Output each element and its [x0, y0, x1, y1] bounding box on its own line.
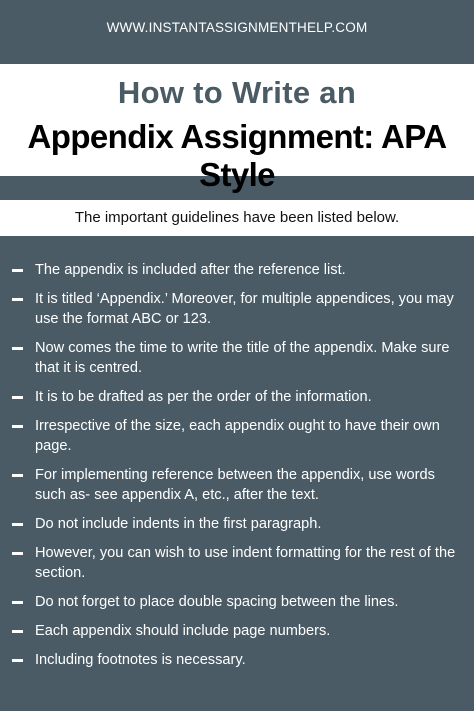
guidelines-list [0, 260, 474, 679]
dash-bullet-icon [12, 552, 23, 555]
dash-bullet-icon [12, 396, 23, 399]
list-item [0, 650, 474, 670]
list-item [0, 338, 474, 378]
list-item [0, 416, 474, 456]
list-item-text: However, you can wish to use indent formatting for the rest of the section. [35, 545, 456, 581]
list-item-text: Irrespective of the size, each appendix ought to have their own page. [35, 418, 440, 454]
dash-bullet-icon [12, 601, 23, 604]
list-item-text: Each appendix should include page numbers. [35, 623, 331, 639]
list-item-text: Do not forget to place double spacing between the lines. [35, 594, 399, 610]
site-url: WWW.INSTANTASSIGNMENTHELP.COM [106, 20, 368, 35]
list-item-text: Do not include indents in the first paragraph. [35, 516, 322, 532]
dash-bullet-icon [12, 523, 23, 526]
dash-bullet-icon [12, 659, 23, 662]
title-band [0, 64, 474, 193]
subtitle-band [0, 200, 474, 236]
list-item-text: For implementing reference between the appendix, use words such as- see appendix A, etc., after the text. [35, 467, 435, 503]
subtitle: The important guidelines have been listed below. [74, 209, 400, 226]
list-item [0, 289, 474, 329]
dash-bullet-icon [12, 474, 23, 477]
dash-bullet-icon [12, 425, 23, 428]
list-item-text: It is titled ‘Appendix.’ Moreover, for multiple appendices, you may use the format ABC or 123. [35, 291, 454, 327]
dash-bullet-icon [12, 630, 23, 633]
list-item [0, 592, 474, 612]
list-item-text: It is to be drafted as per the order of the information. [35, 389, 372, 405]
dash-bullet-icon [12, 347, 23, 350]
page-title-line-2: Appendix Assignment: APA Style [27, 118, 447, 193]
list-item-text: Now comes the time to write the title of the appendix. Make sure that it is centred. [35, 340, 450, 376]
list-item-text: The appendix is included after the reference list. [35, 262, 346, 278]
list-item [0, 621, 474, 641]
dash-bullet-icon [12, 298, 23, 301]
list-item [0, 514, 474, 534]
list-item-text: Including footnotes is necessary. [35, 652, 246, 668]
list-item [0, 543, 474, 583]
dash-bullet-icon [12, 269, 23, 272]
list-item [0, 465, 474, 505]
list-item [0, 387, 474, 407]
page-title-line-1: How to Write an [117, 75, 357, 110]
list-item [0, 260, 474, 280]
